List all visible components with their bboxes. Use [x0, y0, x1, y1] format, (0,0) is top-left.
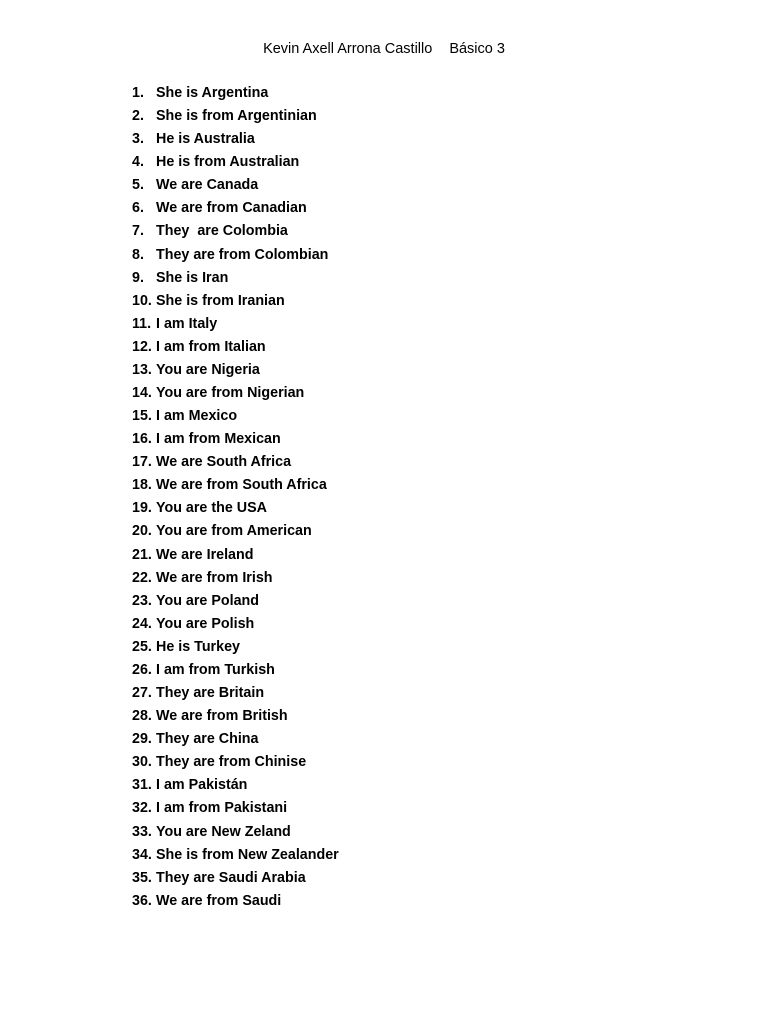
list-item-text: I am from Pakistani — [156, 800, 288, 817]
list-item — [132, 130, 339, 153]
list-item-number: 8. — [132, 246, 144, 263]
list-item — [132, 846, 339, 869]
list-item-text: You are from Nigerian — [156, 385, 305, 402]
list-item-number: 13. — [132, 361, 152, 378]
list-item — [132, 222, 339, 245]
list-item — [132, 476, 339, 499]
list-item-text: They are China — [156, 731, 259, 748]
list-item — [132, 615, 339, 638]
list-item-number: 17. — [132, 454, 152, 471]
list-item — [132, 361, 339, 384]
list-item-text: You are Poland — [156, 592, 260, 609]
list-item-number: 34. — [132, 846, 152, 863]
list-item-text: I am Mexico — [156, 408, 238, 425]
list-item-text: I am from Mexican — [156, 431, 281, 448]
list-item-text: We are from Saudi — [156, 892, 282, 909]
list-item — [132, 430, 339, 453]
course-level: Básico 3 — [449, 41, 505, 57]
list-item — [132, 823, 339, 846]
list-item-text: We are from British — [156, 708, 288, 725]
list-item — [132, 384, 339, 407]
list-item-number: 30. — [132, 754, 152, 771]
list-item — [132, 661, 339, 684]
list-item — [132, 315, 339, 338]
list-item-text: They are Britain — [156, 685, 265, 702]
list-item — [132, 776, 339, 799]
list-item — [132, 107, 339, 130]
list-item — [132, 753, 339, 776]
list-item-number: 5. — [132, 177, 144, 194]
list-item-number: 6. — [132, 200, 144, 217]
list-item-number: 12. — [132, 338, 152, 355]
list-item-text: You are the USA — [156, 500, 267, 517]
list-item-number: 27. — [132, 685, 152, 702]
list-item-text: I am Italy — [156, 315, 218, 332]
list-item-number: 15. — [132, 408, 152, 425]
list-item — [132, 292, 339, 315]
page-header — [0, 41, 768, 57]
list-item-text: We are Canada — [156, 177, 259, 194]
list-item-number: 1. — [132, 85, 144, 101]
list-item-number: 36. — [132, 892, 152, 909]
list-item-number: 9. — [132, 269, 144, 286]
list-item — [132, 638, 339, 661]
list-item-text: She is from Argentinian — [156, 108, 317, 125]
list-item-text: He is from Australian — [156, 154, 300, 171]
list-item-number: 25. — [132, 638, 152, 655]
list-item — [132, 569, 339, 592]
list-item-text: She is Iran — [156, 269, 229, 286]
list-item-number: 21. — [132, 546, 152, 563]
list-item-number: 22. — [132, 569, 152, 586]
list-item-number: 29. — [132, 731, 152, 748]
list-item — [132, 522, 339, 545]
list-item — [132, 869, 339, 892]
list-item-text: We are South Africa — [156, 454, 292, 471]
list-item-text: She is Argentina — [156, 85, 269, 101]
list-item-number: 33. — [132, 823, 152, 840]
list-item-text: She is from New Zealander — [156, 846, 339, 863]
list-item — [132, 199, 339, 222]
list-item-number: 28. — [132, 708, 152, 725]
list-item-number: 20. — [132, 523, 152, 540]
list-item-text: I am from Turkish — [156, 661, 275, 678]
list-item-number: 11. — [132, 315, 152, 332]
list-item — [132, 153, 339, 176]
list-item — [132, 730, 339, 753]
author-name: Kevin Axell Arrona Castillo — [263, 41, 433, 57]
list-item — [132, 453, 339, 476]
list-item-number: 16. — [132, 431, 152, 448]
list-item-text: I am from Italian — [156, 338, 266, 355]
list-item-number: 31. — [132, 777, 152, 794]
list-item-number: 23. — [132, 592, 152, 609]
list-item-number: 24. — [132, 615, 152, 632]
list-item-number: 10. — [132, 292, 152, 309]
list-item — [132, 338, 339, 361]
list-item-number: 32. — [132, 800, 152, 817]
list-item-text: He is Australia — [156, 131, 255, 148]
list-item-text: They are Saudi Arabia — [156, 869, 306, 886]
list-item-number: 19. — [132, 500, 152, 517]
list-item-text: We are from South Africa — [156, 477, 327, 494]
list-item-text: We are Ireland — [156, 546, 254, 563]
list-item-number: 26. — [132, 661, 152, 678]
list-item-number: 35. — [132, 869, 152, 886]
list-item-text: You are Polish — [156, 615, 255, 632]
list-item-number: 2. — [132, 108, 144, 125]
list-item-number: 18. — [132, 477, 152, 494]
list-item — [132, 176, 339, 199]
list-item — [132, 592, 339, 615]
sentence-list — [132, 84, 339, 915]
list-item-text: I am Pakistán — [156, 777, 248, 794]
list-item-text: You are Nigeria — [156, 361, 260, 378]
list-item-text: They are from Chinise — [156, 754, 307, 771]
list-item-number: 3. — [132, 131, 144, 148]
list-item-text: She is from Iranian — [156, 292, 285, 309]
list-item — [132, 246, 339, 269]
list-item — [132, 84, 339, 107]
list-item-number: 14. — [132, 385, 152, 402]
list-item-text: You are from American — [156, 523, 312, 540]
list-item-number: 7. — [132, 223, 144, 240]
list-item — [132, 707, 339, 730]
list-item — [132, 269, 339, 292]
list-item — [132, 892, 339, 915]
list-item — [132, 799, 339, 822]
list-item — [132, 684, 339, 707]
list-item-text: They are from Colombian — [156, 246, 329, 263]
list-item-number: 4. — [132, 154, 144, 171]
list-item-text: They are Colombia — [156, 223, 288, 240]
list-item — [132, 407, 339, 430]
list-item-text: We are from Canadian — [156, 200, 307, 217]
list-item-text: He is Turkey — [156, 638, 240, 655]
list-item-text: You are New Zeland — [156, 823, 291, 840]
list-item — [132, 546, 339, 569]
list-item-text: We are from Irish — [156, 569, 273, 586]
list-item — [132, 499, 339, 522]
